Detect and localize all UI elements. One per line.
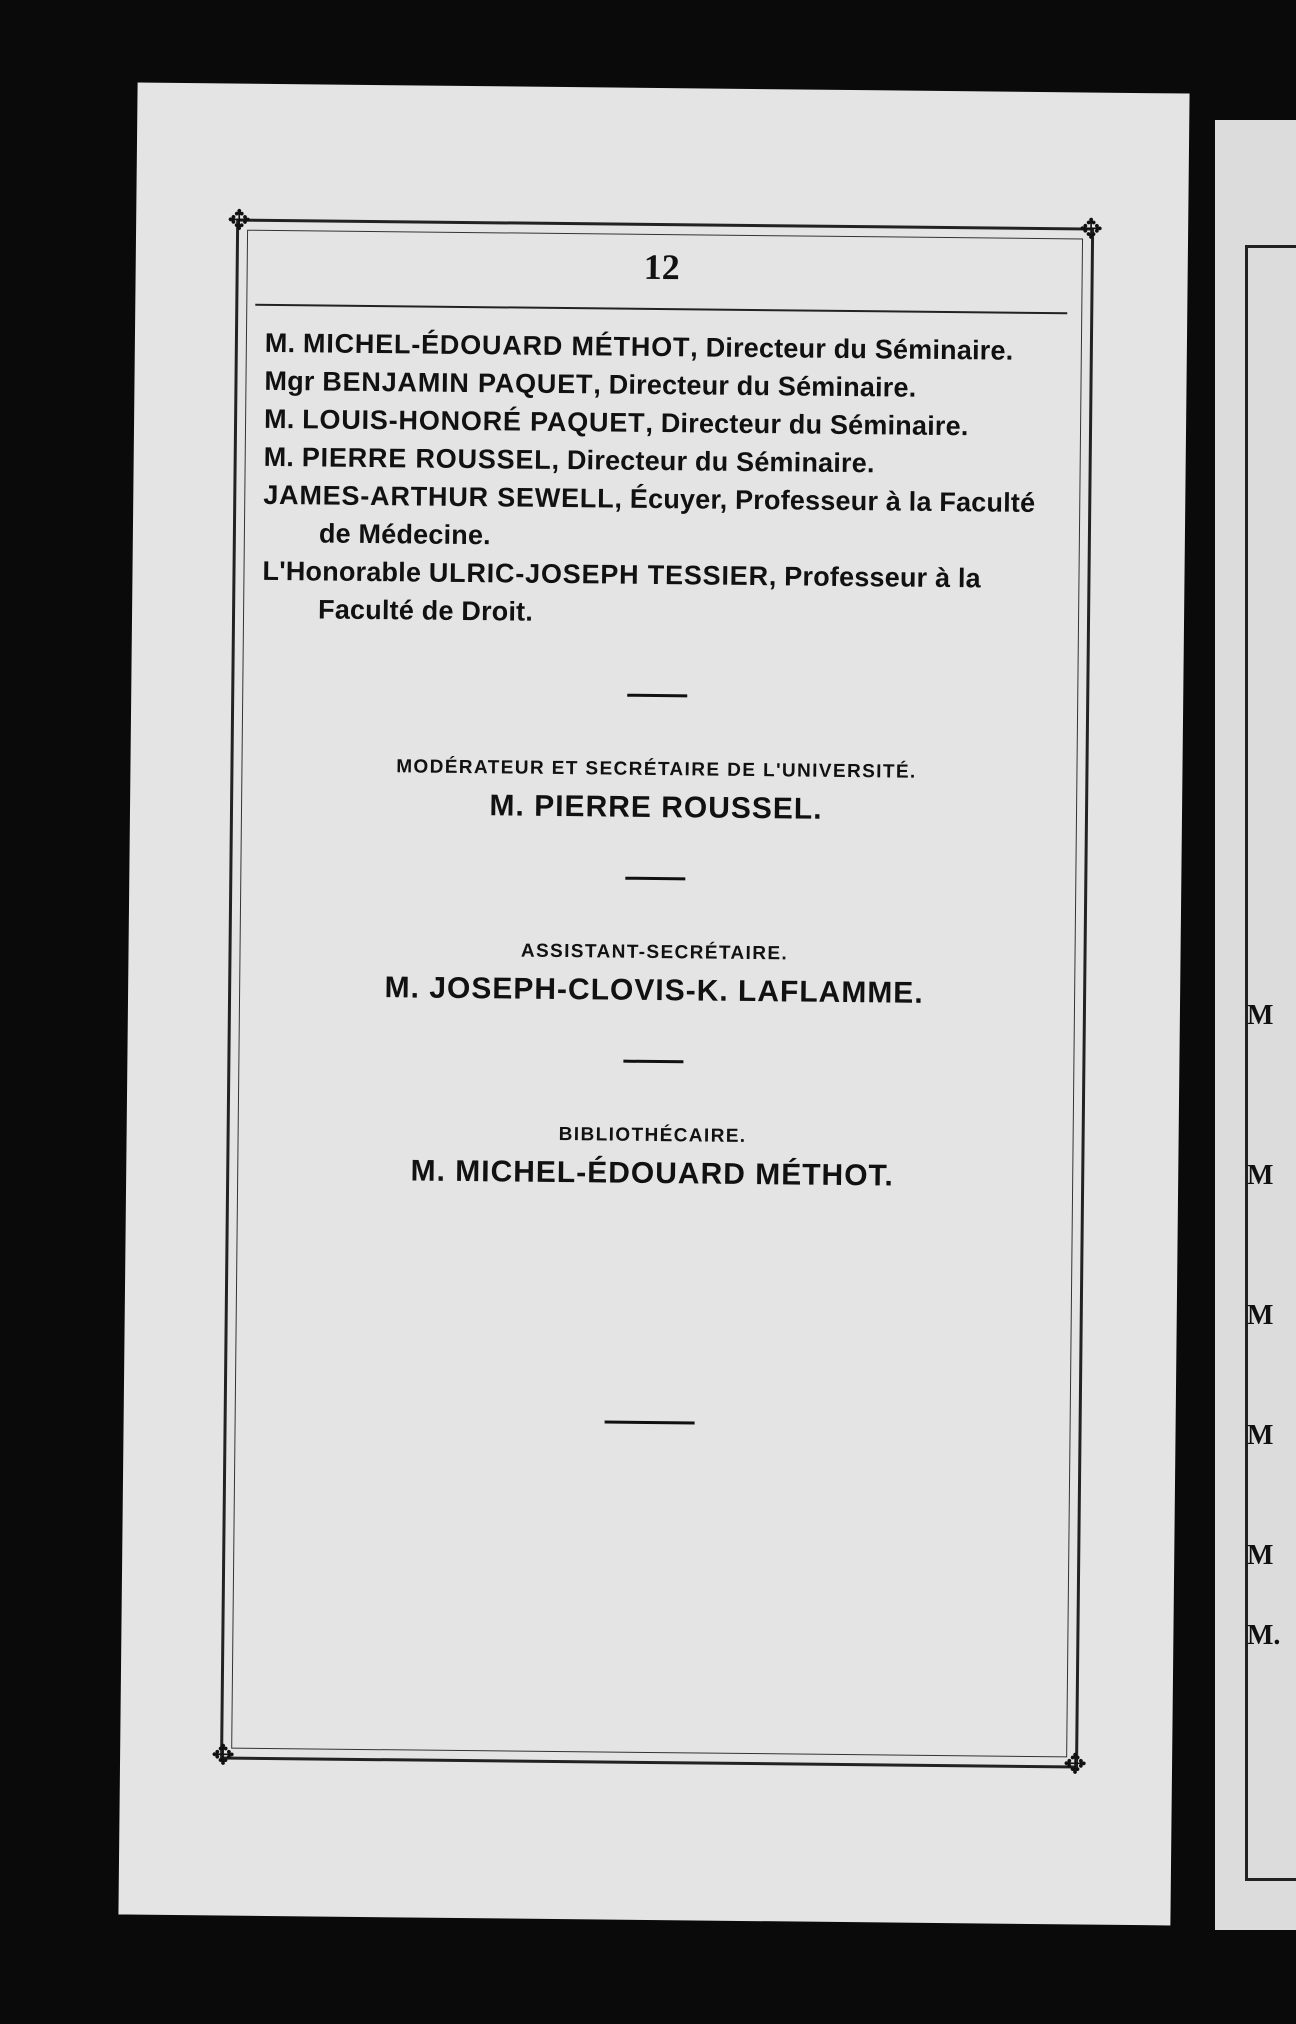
section-heading: MODÉRATEUR ET SECRÉTAIRE DE L'UNIVERSITÉ. <box>396 756 917 783</box>
corner-ornament-icon: ✥ <box>227 205 252 237</box>
adjacent-letter: M <box>1247 1160 1274 1191</box>
section-person: M. PIERRE ROUSSEL. <box>489 789 823 826</box>
separator-dash <box>627 694 687 698</box>
book-page <box>118 83 1189 1926</box>
corner-ornament-icon: ✥ <box>1079 214 1104 246</box>
librarian-section <box>246 1121 1059 1195</box>
adjacent-letter: M <box>1247 1540 1274 1571</box>
separator-dash <box>625 877 685 881</box>
section-person: M. JOSEPH-CLOVIS-K. LAFLAMME. <box>384 971 924 1010</box>
list-item: L'Honorable ULRIC-JOSEPH TESSIER, Professeur à la Faculté de Droit. <box>262 555 982 627</box>
page-content <box>244 234 1068 1428</box>
list-item: Mgr BENJAMIN PAQUET, Directeur du Séminaire. <box>264 365 917 403</box>
adjacent-letter: M <box>1247 1420 1274 1451</box>
list-item: M. MICHEL-ÉDOUARD MÉTHOT, Directeur du Séminaire. <box>264 327 1014 366</box>
directors-list <box>252 324 1067 636</box>
separator-dash <box>623 1060 683 1064</box>
list-item: M. LOUIS-HONORÉ PAQUET, Directeur du Séminaire. <box>263 403 969 442</box>
header-rule <box>255 304 1067 315</box>
adjacent-letter: M <box>1247 1300 1274 1331</box>
page-number: 12 <box>643 246 680 288</box>
section-heading: BIBLIOTHÉCAIRE. <box>558 1124 747 1147</box>
assistant-secretary-section <box>248 938 1061 1012</box>
list-item: M. PIERRE ROUSSEL, Directeur du Séminaire. <box>263 441 875 479</box>
adjacent-letter: M. <box>1247 1620 1281 1651</box>
section-heading: ASSISTANT-SECRÉTAIRE. <box>520 940 789 965</box>
moderator-section <box>250 755 1063 829</box>
list-item: JAMES-ARTHUR SEWELL, Écuyer, Professeur à la Faculté de Médecine. <box>263 479 1036 551</box>
corner-ornament-icon: ✥ <box>211 1740 235 1772</box>
section-person: M. MICHEL-ÉDOUARD MÉTHOT. <box>410 1154 895 1193</box>
adjacent-letter: M <box>1247 1000 1274 1031</box>
corner-ornament-icon: ✥ <box>1063 1749 1087 1781</box>
adjacent-page <box>1215 120 1296 1930</box>
